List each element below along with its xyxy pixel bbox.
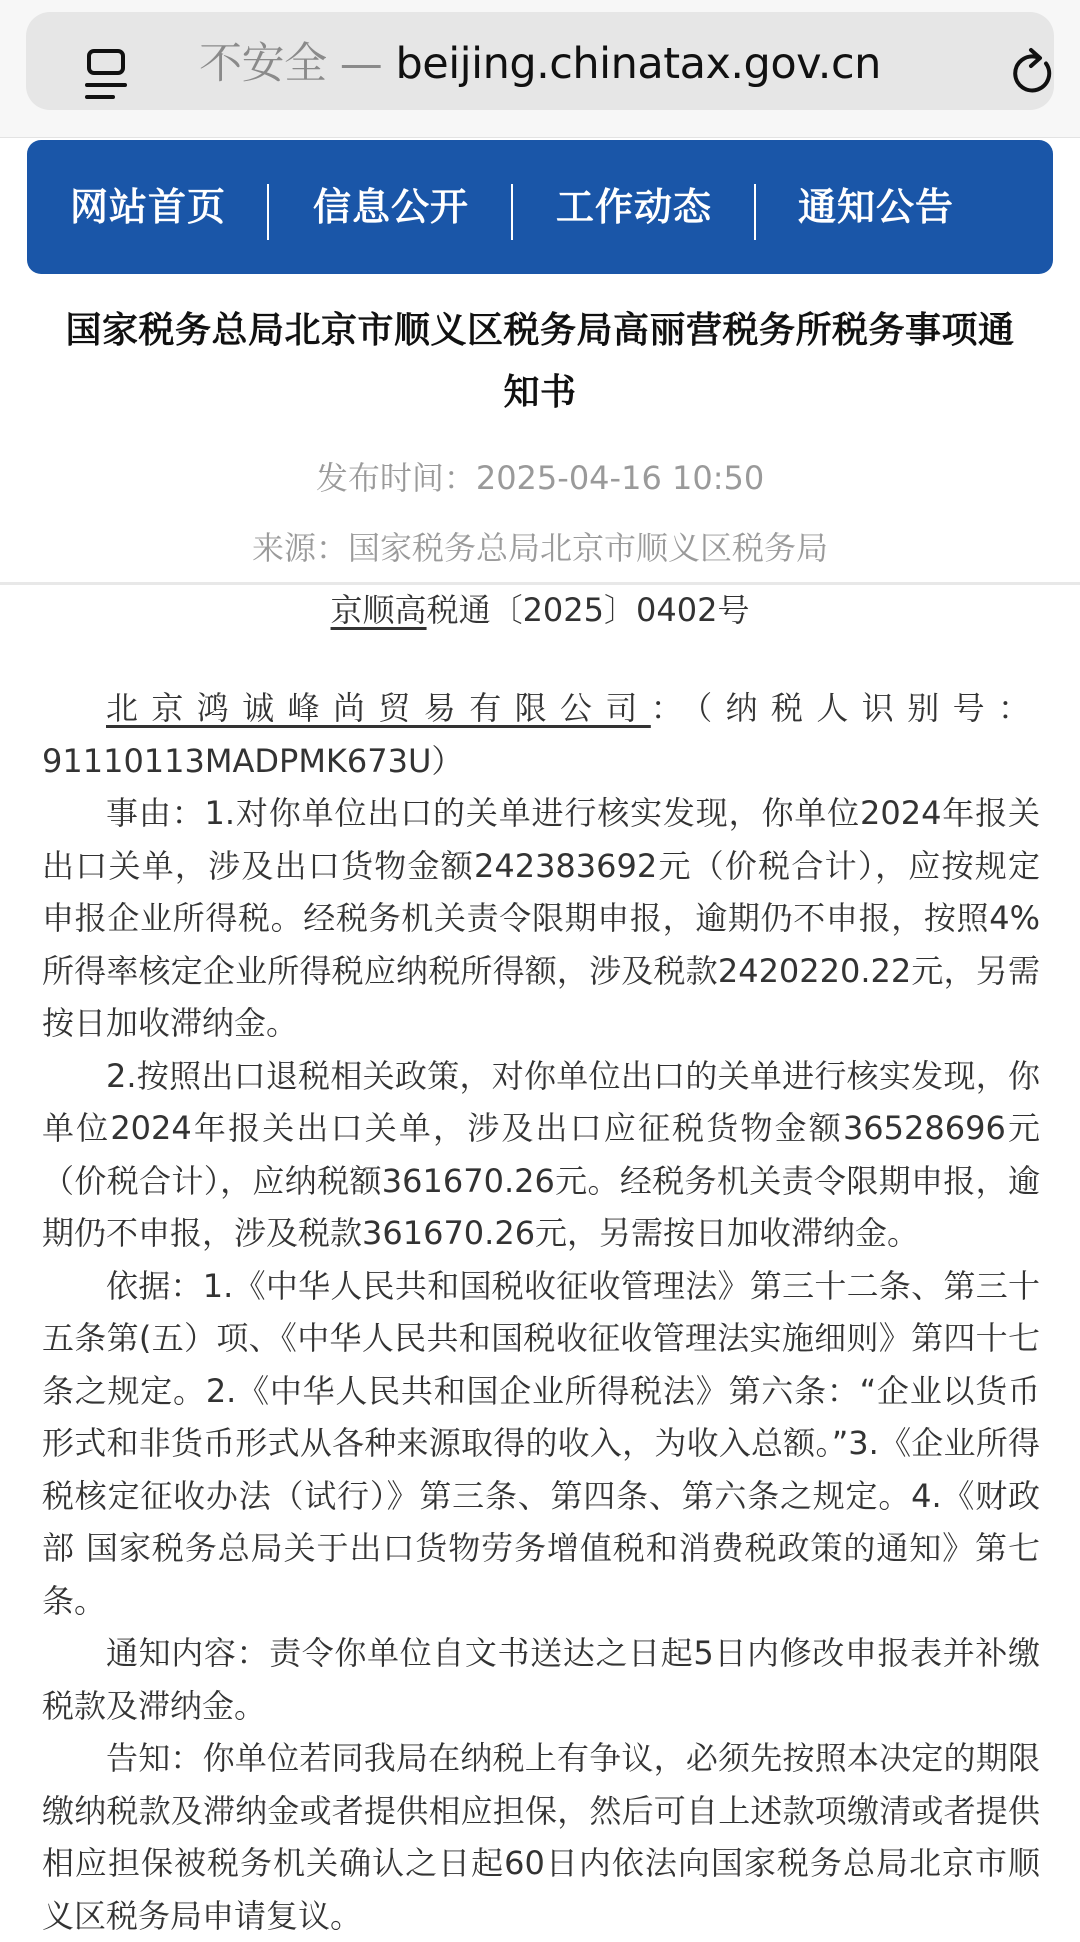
paragraph-notice-content: 通知内容：责令你单位自文书送达之日起5日内修改申报表并补缴税款及滞纳金。 — [42, 1634, 1040, 1725]
source-label: 来源： — [251, 529, 348, 567]
publish-time-value: 2025-04-16 10:50 — [475, 459, 765, 497]
address-bar[interactable] — [26, 12, 1054, 110]
paragraph-reason-1: 事由：1.对你单位出口的关单进行核实发现，你单位2024年报关出口关单，涉及出口货物金额242383692元（价税合计），应按规定申报企业所得税。经税务机关责令限期申报，逾期仍不申报，按照4%所得率核定企业所得税应纳税所得额，涉及税款2420220.22元，另需按日加收滞纳金。 — [42, 794, 1040, 1042]
nav-divider — [754, 184, 756, 240]
site-nav — [27, 140, 1053, 274]
taxpayer-id-label: ：（纳税人识别号： — [650, 689, 1040, 727]
reload-icon[interactable] — [1008, 46, 1058, 100]
url-domain: beijing.chinatax.gov.cn — [395, 39, 881, 89]
nav-divider — [511, 184, 513, 240]
nav-item-home[interactable]: 网站首页 — [70, 185, 227, 229]
url-display[interactable] — [26, 40, 1054, 88]
paragraph-legal-basis: 依据：1.《中华人民共和国税收征收管理法》第三十二条、第三十五条第(五）项、《中华人民共和国税收征收管理法实施细则》第四十七条之规定。2.《中华人民共和国企业所得税法》第六条：“企业以货币形式和非货币形式从各种来源取得的收入，为收入总额。”3.《企业所得税核定征收办法（试行）》第三条、第四条、第六条之规定。4.《财政部 国家税务总局关于出口货物劳务增值税和消费税政策的通知》第七条。 — [42, 1266, 1040, 1620]
page-title — [30, 300, 1050, 424]
taxpayer-id: 91110113MADPMK673U） — [42, 741, 464, 780]
addressee: 北京鸿诚峰尚贸易有限公司 — [106, 689, 651, 727]
title-line-2: 知书 — [503, 372, 577, 413]
document-number — [0, 588, 1080, 632]
publish-time — [0, 458, 1080, 498]
security-status: 不安全 — [199, 39, 327, 89]
url-separator: — — [326, 39, 396, 89]
paragraph-reason-2: 2.按照出口退税相关政策，对你单位出口的关单进行核实发现，你单位2024年报关出口关单，涉及出口应征税货物金额36528696元（价税合计），应纳税额361670.26元。经税务机关责令限期申报，逾期仍不申报，涉及税款361670.26元，另需按日加收滞纳金。 — [42, 1056, 1040, 1252]
doc-number-rest: 税通〔2025〕0402号 — [426, 591, 750, 629]
source-value: 国家税务总局北京市顺义区税务局 — [348, 529, 829, 567]
divider — [0, 582, 1080, 585]
publish-time-label: 发布时间： — [315, 459, 476, 497]
nav-item-notices[interactable]: 通知公告 — [798, 185, 955, 229]
title-line-1: 国家税务总局北京市顺义区税务局高丽营税务所税务事项通 — [65, 310, 1015, 351]
source — [0, 528, 1080, 568]
browser-toolbar — [0, 0, 1080, 138]
document-body — [42, 682, 1040, 1942]
nav-item-info-disclosure[interactable]: 信息公开 — [313, 185, 470, 229]
nav-item-work-news[interactable]: 工作动态 — [556, 185, 713, 229]
paragraph-appeal-info: 告知：你单位若同我局在纳税上有争议，必须先按照本决定的期限缴纳税款及滞纳金或者提供相应担保，然后可自上述款项缴清或者提供相应担保被税务机关确认之日起60日内依法向国家税务总局北京市顺义区税务局申请复议。 — [42, 1739, 1040, 1935]
nav-divider — [267, 184, 269, 240]
addressee-paragraph — [42, 682, 1040, 787]
doc-number-prefix: 京顺高 — [330, 591, 427, 629]
